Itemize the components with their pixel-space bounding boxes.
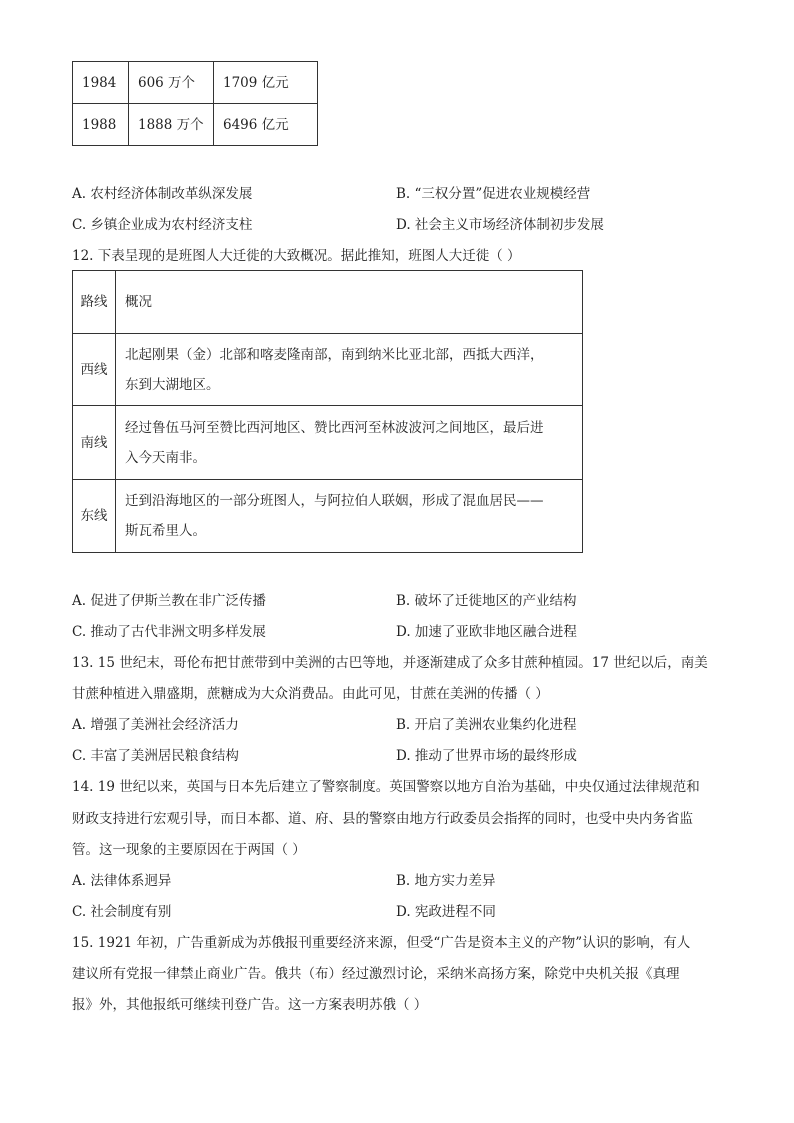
q14-option-d: D. 宪政进程不同 <box>396 904 496 920</box>
overview-line: 北起刚果（金）北部和喀麦隆南部，南到纳米比亚北部，西抵大西洋， <box>125 346 544 363</box>
overview-cell <box>116 480 583 553</box>
overview-line: 入今天南非。 <box>125 449 206 466</box>
q15-stem-line: 报》外，其他报纸可继续刊登广告。这一方案表明苏俄（ ） <box>72 997 428 1013</box>
q14-option-a: A. 法律体系迥异 <box>72 873 172 889</box>
route-cell: 西线 <box>73 334 116 406</box>
statistics-table <box>72 61 318 146</box>
table-cell: 606 万个 <box>129 62 214 104</box>
q15-stem-line: 建议所有党报一律禁止商业广告。俄共（布）经过激烈讨论，采纳米高扬方案，除党中央机关报《真理 <box>72 966 680 982</box>
q12-option-b: B. 破坏了迁徙地区的产业结构 <box>396 593 577 609</box>
table-row <box>73 334 583 406</box>
q14-option-b: B. 地方实力差异 <box>396 873 496 889</box>
q14-stem-line: 财政支持进行宏观引导，而日本都、道、府、县的警察由地方行政委员会指挥的同时，也受中央内务省监 <box>72 811 693 827</box>
table-cell: 1888 万个 <box>129 104 214 146</box>
table-cell: 1984 <box>73 62 129 104</box>
q11-option-a: A. 农村经济体制改革纵深发展 <box>72 186 253 202</box>
overview-line: 斯瓦希里人。 <box>125 523 206 539</box>
route-cell: 南线 <box>73 406 116 480</box>
q11-option-d: D. 社会主义市场经济体制初步发展 <box>396 217 604 233</box>
overview-cell <box>116 406 583 480</box>
table-row <box>73 406 583 480</box>
table-header-overview: 概况 <box>116 271 583 334</box>
q13-option-b: B. 开启了美洲农业集约化进程 <box>396 717 577 733</box>
table-row <box>73 480 583 553</box>
q13-stem-line: 13. 15 世纪末，哥伦布把甘蔗带到中美洲的古巴等地，并逐渐建成了众多甘蔗种植园。17 世纪以后，南美 <box>72 655 708 671</box>
q12-option-a: A. 促进了伊斯兰教在非广泛传播 <box>72 593 266 609</box>
table-cell: 1988 <box>73 104 129 146</box>
overview-line: 东到大湖地区。 <box>125 376 220 393</box>
table-cell: 1709 亿元 <box>214 62 318 104</box>
q14-stem-line: 14. 19 世纪以来，英国与日本先后建立了警察制度。英国警察以地方自治为基础，中央仅通过法律规范和 <box>72 779 700 795</box>
overview-cell <box>116 334 583 406</box>
table-row <box>73 62 318 104</box>
q12-option-c: C. 推动了古代非洲文明多样发展 <box>72 624 266 640</box>
q13-stem-line: 甘蔗种植进入鼎盛期，蔗糖成为大众消费品。由此可见，甘蔗在美洲的传播（ ） <box>72 686 549 702</box>
migration-table <box>72 270 583 553</box>
q13-option-c: C. 丰富了美洲居民粮食结构 <box>72 748 239 764</box>
table-header-row <box>73 271 583 334</box>
q14-stem-line: 管。这一现象的主要原因在于两国（ ） <box>72 842 306 858</box>
table-row <box>73 104 318 146</box>
route-cell: 东线 <box>73 480 116 553</box>
q12-stem: 12. 下表呈现的是班图人大迁徙的大致概况。据此推知，班图人大迁徙（ ） <box>72 248 521 264</box>
q11-option-b: B. “三权分置”促进农业规模经营 <box>396 186 591 202</box>
q14-option-c: C. 社会制度有别 <box>72 904 172 920</box>
q13-option-a: A. 增强了美洲社会经济活力 <box>72 717 239 733</box>
q12-option-d: D. 加速了亚欧非地区融合进程 <box>396 624 577 640</box>
table-cell: 6496 亿元 <box>214 104 318 146</box>
q13-option-d: D. 推动了世界市场的最终形成 <box>396 748 577 764</box>
q15-stem-line: 15. 1921 年初，广告重新成为苏俄报刊重要经济来源，但受“广告是资本主义的产物”认识的影响，有人 <box>72 935 691 951</box>
overview-line: 迁到沿海地区的一部分班图人，与阿拉伯人联姻，形成了混血居民—— <box>125 493 544 509</box>
table-header-route: 路线 <box>73 271 116 334</box>
q11-option-c: C. 乡镇企业成为农村经济支柱 <box>72 217 253 233</box>
overview-line: 经过鲁伍马河至赞比西河地区、赞比西河至林波波河之间地区，最后进 <box>125 419 544 436</box>
